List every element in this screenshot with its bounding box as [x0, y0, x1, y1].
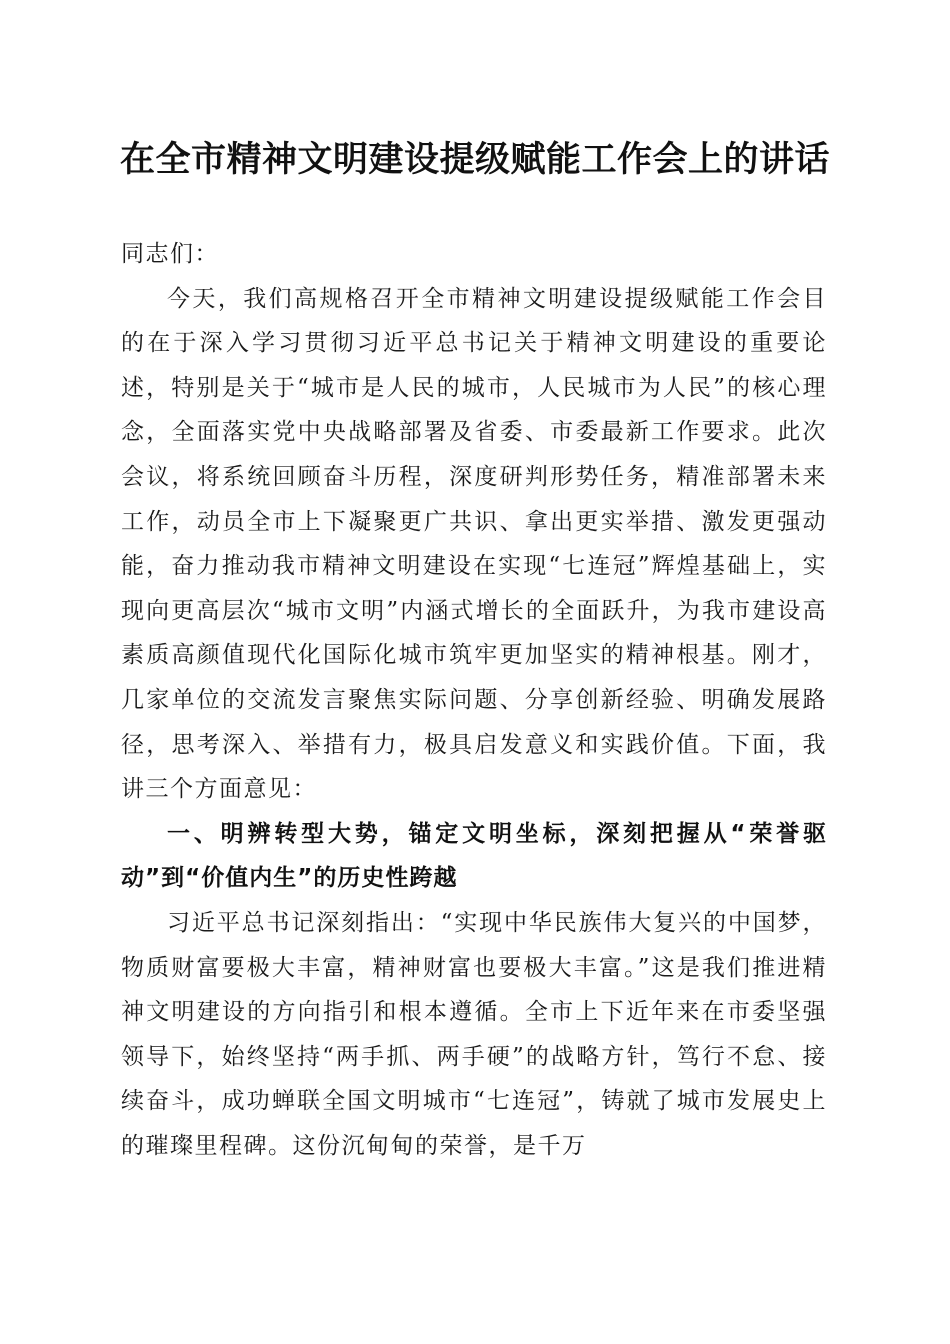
section-heading-1: 一、明辨转型大势，锚定文明坐标，深刻把握从“荣誉驱动”到“价值内生”的历史性跨越 [121, 820, 827, 892]
document-title: 在全市精神文明建设提级赋能工作会上的讲话 [119, 139, 830, 180]
section-1-paragraph: 习近平总书记深刻指出：“实现中华民族伟大复兴的中国梦，物质财富要极大丰富，精神财富也要极大丰富。”这是我们推进精神文明建设的方向指引和根本遵循。全市上下近年来在市委坚强领导下，始终坚持“两手抓、两手硬”的战略方针，笃行不怠、接续奋斗，成功蝉联全国文明城市“七连冠”，铸就了城市发展史上的璀璨里程碑。这份沉甸甸的荣誉，是千万 [121, 909, 827, 1159]
intro-paragraph: 今天，我们高规格召开全市精神文明建设提级赋能工作会目的在于深入学习贯彻习近平总书记关于精神文明建设的重要论述，特别是关于“城市是人民的城市，人民城市为人民”的核心理念，全面落实党中央战略部署及省委、市委最新工作要求。此次会议，将系统回顾奋斗历程，深度研判形势任务，精准部署未来工作，动员全市上下凝聚更广共识、拿出更实举措、激发更强动能，奋力推动我市精神文明建设在实现“七连冠”辉煌基础上，实现向更高层次“城市文明”内涵式增长的全面跃升，为我市建设高素质高颜值现代化国际化城市筑牢更加坚实的精神根基。刚才，几家单位的交流发言聚焦实际问题、分享创新经验、明确发展路径，思考深入、举措有力，极具启发意义和实践价值。下面，我讲三个方面意见： [121, 285, 827, 803]
salutation: 同志们： [121, 241, 219, 267]
document-body [121, 232, 827, 1168]
